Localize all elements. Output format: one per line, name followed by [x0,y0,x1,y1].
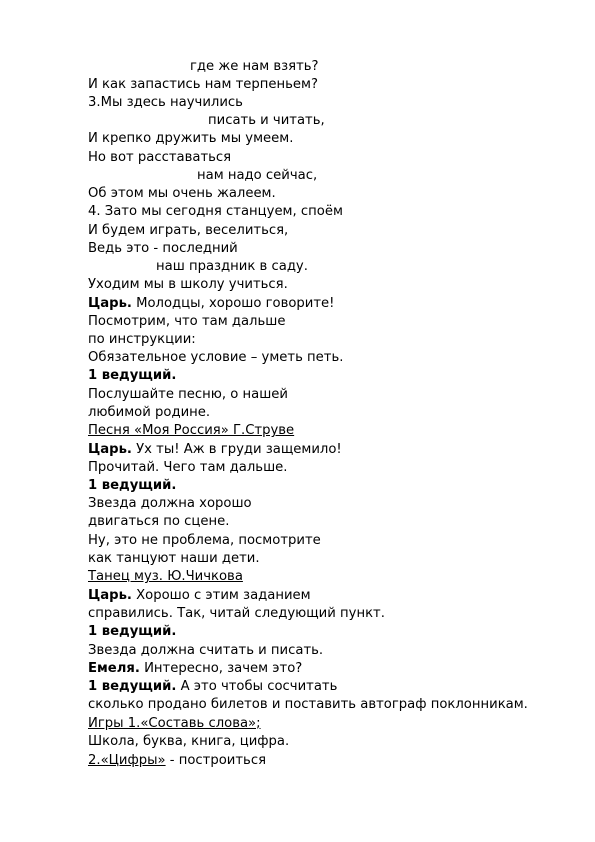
text-segment: как танцуют наши дети. [88,551,260,566]
text-segment: Ух ты! Аж в груди защемило! [131,442,342,457]
dialogue-line [88,642,323,660]
text-segment: Школа, буква, книга, цифра. [88,734,290,749]
dialogue-line [88,404,210,422]
text-segment: по инструкции: [88,332,196,347]
text-segment: наш праздник в саду. [156,259,308,274]
speaker-name: Емеля. [88,661,140,676]
speaker-name: Царь. [88,442,132,457]
text-segment: И как запастись нам терпеньем? [88,77,318,92]
speaker-line-tsar [88,441,342,459]
verse-line [88,76,318,94]
text-segment: Посмотрим, что там дальше [88,314,286,329]
text-segment: сколько продано билетов и поставить автограф поклонникам. [88,697,528,712]
text-segment: Звезда должна хорошо [88,496,252,511]
text-segment: Обязательное условие – уметь петь. [88,350,344,365]
games-item [88,752,266,770]
speaker-name: 1 ведущий. [88,624,177,639]
speaker-heading-host [88,367,176,385]
verse-line [88,149,231,167]
text-segment: двигаться по сцене. [88,514,230,529]
speaker-name: 1 ведущий. [88,478,177,493]
dialogue-line [88,550,260,568]
text-segment: 3.Мы здесь научились [88,95,243,110]
text-segment: Прочитай. Чего там дальше. [88,460,288,475]
verse-line [208,112,325,130]
speaker-name: Царь. [88,588,132,603]
text-segment: писать и читать, [208,113,325,128]
verse-line [88,240,238,258]
text-segment: А это чтобы сосчитать [176,679,338,694]
text-segment: И будем играть, веселиться, [88,223,289,238]
speaker-heading-host [88,623,176,641]
verse-line [88,203,343,221]
text-segment: - построиться [165,753,267,768]
text-segment: Интересно, зачем это? [139,661,303,676]
dance-title [88,568,243,586]
underlined-title: Песня «Моя Россия» Г.Струве [88,423,295,438]
dialogue-line [88,331,196,349]
text-segment: Об этом мы очень жалеем. [88,186,276,201]
verse-line [88,130,293,148]
dialogue-line [88,696,528,714]
text-segment: Уходим мы в школу учиться. [88,277,288,292]
text-segment: справились. Так, читай следующий пункт. [88,606,385,621]
dialogue-line [88,349,343,367]
dialogue-line [88,513,229,531]
text-segment: где же нам взять? [190,59,319,74]
text-segment: Послушайте песню, о нашей [88,387,288,402]
dialogue-line [88,733,289,751]
speaker-heading-host [88,477,176,495]
verse-line [156,258,308,276]
speaker-line-tsar [88,295,334,313]
text-segment: Хорошо с этим заданием [131,588,311,603]
text-segment: любимой родине. [88,405,211,420]
verse-line [88,94,243,112]
dialogue-line [88,532,321,550]
dialogue-line [88,605,385,623]
underlined-title: Игры 1.«Составь слова»; [88,716,261,731]
verse-line [88,276,288,294]
text-segment: 4. Зато мы сегодня станцуем, споём [88,204,343,219]
dialogue-line [88,386,288,404]
text-segment: нам надо сейчас, [197,168,318,183]
games-title [88,715,261,733]
underlined-title: 2.«Цифры» [88,753,166,768]
speaker-line-host [88,678,337,696]
verse-line [197,167,317,185]
verse-line [88,222,288,240]
dialogue-line [88,495,252,513]
text-segment: И крепко дружить мы умеем. [88,131,294,146]
verse-line [88,185,276,203]
text-segment: Звезда должна считать и писать. [88,643,324,658]
verse-line [190,58,319,76]
text-segment: Молодцы, хорошо говорите! [131,296,335,311]
dialogue-line [88,459,287,477]
text-segment: Но вот расставаться [88,150,232,165]
underlined-title: Танец муз. Ю.Чичкова [88,569,243,584]
speaker-line-tsar [88,587,311,605]
dialogue-line [88,313,285,331]
text-segment: Ну, это не проблема, посмотрите [88,533,321,548]
text-segment: Ведь это - последний [88,241,238,256]
speaker-name: 1 ведущий. [88,368,177,383]
speaker-name: 1 ведущий. [88,679,177,694]
speaker-line-emelya [88,660,302,678]
song-title [88,422,294,440]
speaker-name: Царь. [88,296,132,311]
